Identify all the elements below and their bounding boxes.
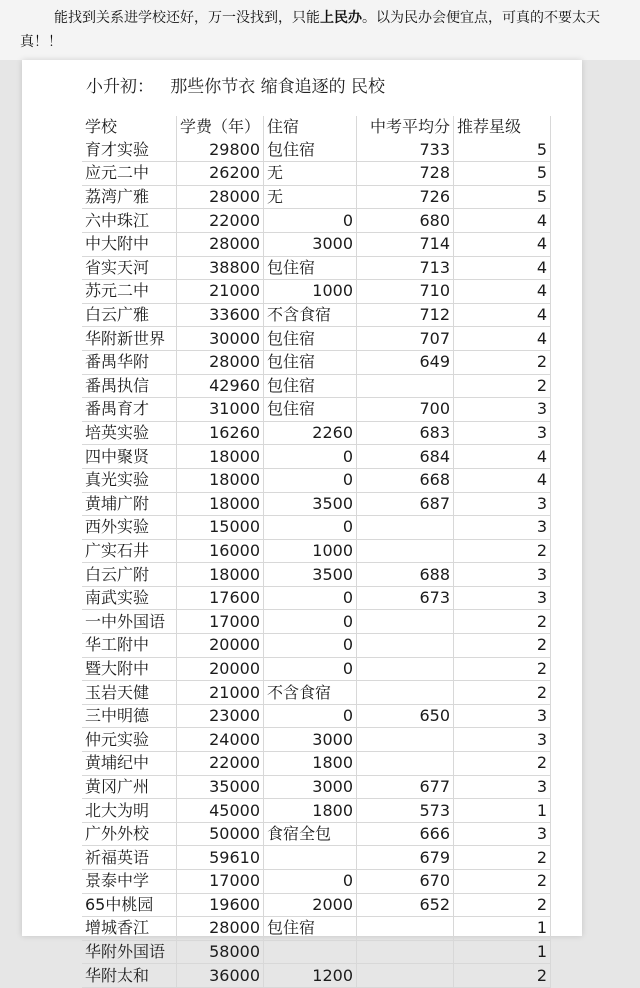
table-row [82, 657, 551, 681]
school-name-cell: 白云广雅 [82, 303, 177, 327]
boarding-cell: 0 [264, 634, 357, 658]
table-row [82, 799, 551, 823]
fee-cell: 20000 [177, 657, 264, 681]
school-name-cell: 仲元实验 [82, 728, 177, 752]
school-name-cell: 培英实验 [82, 421, 177, 445]
school-name-cell: 玉岩天健 [82, 681, 177, 705]
school-name-cell: 黄埔广附 [82, 492, 177, 516]
school-name-cell: 黄冈广州 [82, 775, 177, 799]
fee-cell: 16000 [177, 539, 264, 563]
stars-cell: 3 [454, 563, 551, 587]
school-name-cell: 65中桃园 [82, 893, 177, 917]
fee-cell: 17000 [177, 610, 264, 634]
boarding-cell: 1000 [264, 539, 357, 563]
stars-cell: 3 [454, 728, 551, 752]
boarding-cell: 0 [264, 610, 357, 634]
score-cell [357, 657, 454, 681]
score-cell [357, 681, 454, 705]
stars-cell: 4 [454, 232, 551, 256]
stars-cell: 4 [454, 209, 551, 233]
school-name-cell: 祈福英语 [82, 846, 177, 870]
stars-cell: 3 [454, 704, 551, 728]
table-row [82, 870, 551, 894]
score-cell [357, 374, 454, 398]
school-name-cell: 华附太和 [82, 964, 177, 988]
stars-cell: 4 [454, 280, 551, 304]
school-name-cell: 省实天河 [82, 256, 177, 280]
boarding-cell: 0 [264, 586, 357, 610]
table-row [82, 468, 551, 492]
score-cell: 733 [357, 139, 454, 162]
table-row [82, 327, 551, 351]
table-row [82, 586, 551, 610]
boarding-cell: 不含食宿 [264, 681, 357, 705]
school-table [82, 116, 551, 988]
score-cell: 707 [357, 327, 454, 351]
fee-cell: 50000 [177, 822, 264, 846]
school-name-cell: 暨大附中 [82, 657, 177, 681]
boarding-cell: 0 [264, 870, 357, 894]
intro-paragraph [20, 6, 630, 54]
table-row [82, 185, 551, 209]
boarding-cell: 0 [264, 209, 357, 233]
stars-cell: 3 [454, 775, 551, 799]
table-row [82, 256, 551, 280]
school-name-cell: 广实石井 [82, 539, 177, 563]
header-boarding: 住宿 [264, 116, 357, 139]
boarding-cell: 无 [264, 185, 357, 209]
stars-cell: 1 [454, 940, 551, 964]
score-cell: 684 [357, 445, 454, 469]
boarding-cell: 包住宿 [264, 350, 357, 374]
table-row [82, 162, 551, 186]
stars-cell: 2 [454, 893, 551, 917]
school-name-cell: 华附外国语 [82, 940, 177, 964]
stars-cell: 3 [454, 421, 551, 445]
school-name-cell: 六中珠江 [82, 209, 177, 233]
intro-part2: 。以为民办会便宜点，可真的不要太天真！！ [20, 10, 600, 50]
fee-cell: 42960 [177, 374, 264, 398]
stars-cell: 2 [454, 350, 551, 374]
stars-cell: 2 [454, 752, 551, 776]
score-cell: 712 [357, 303, 454, 327]
score-cell: 687 [357, 492, 454, 516]
stars-cell: 5 [454, 185, 551, 209]
score-cell: 677 [357, 775, 454, 799]
table-row [82, 917, 551, 941]
boarding-cell: 无 [264, 162, 357, 186]
stars-cell: 2 [454, 870, 551, 894]
boarding-cell: 0 [264, 468, 357, 492]
fee-cell: 59610 [177, 846, 264, 870]
stars-cell: 4 [454, 256, 551, 280]
school-name-cell: 广外外校 [82, 822, 177, 846]
table-row [82, 752, 551, 776]
boarding-cell: 0 [264, 657, 357, 681]
score-cell: 728 [357, 162, 454, 186]
table-row [82, 822, 551, 846]
fee-cell: 35000 [177, 775, 264, 799]
table-row [82, 492, 551, 516]
score-cell [357, 940, 454, 964]
boarding-cell: 0 [264, 445, 357, 469]
school-name-cell: 华工附中 [82, 634, 177, 658]
boarding-cell: 包住宿 [264, 398, 357, 422]
score-cell [357, 539, 454, 563]
table-row [82, 303, 551, 327]
fee-cell: 45000 [177, 799, 264, 823]
fee-cell: 15000 [177, 516, 264, 540]
score-cell: 679 [357, 846, 454, 870]
intro-text [0, 0, 640, 60]
school-name-cell: 南武实验 [82, 586, 177, 610]
score-cell: 683 [357, 421, 454, 445]
score-cell [357, 752, 454, 776]
boarding-cell: 包住宿 [264, 917, 357, 941]
school-name-cell: 苏元二中 [82, 280, 177, 304]
score-cell: 726 [357, 185, 454, 209]
score-cell [357, 516, 454, 540]
boarding-cell: 包住宿 [264, 374, 357, 398]
header-stars: 推荐星级 [454, 116, 551, 139]
score-cell [357, 964, 454, 988]
stars-cell: 3 [454, 586, 551, 610]
table-row [82, 610, 551, 634]
fee-cell: 29800 [177, 139, 264, 162]
fee-cell: 28000 [177, 350, 264, 374]
table-row [82, 374, 551, 398]
boarding-cell: 包住宿 [264, 256, 357, 280]
table-row [82, 350, 551, 374]
school-name-cell: 景泰中学 [82, 870, 177, 894]
fee-cell: 23000 [177, 704, 264, 728]
fee-cell: 31000 [177, 398, 264, 422]
fee-cell: 28000 [177, 232, 264, 256]
stars-cell: 2 [454, 634, 551, 658]
score-cell: 649 [357, 350, 454, 374]
fee-cell: 24000 [177, 728, 264, 752]
school-name-cell: 育才实验 [82, 139, 177, 162]
table-row [82, 232, 551, 256]
school-name-cell: 番禺执信 [82, 374, 177, 398]
fee-cell: 36000 [177, 964, 264, 988]
stars-cell: 4 [454, 303, 551, 327]
stars-cell: 3 [454, 822, 551, 846]
fee-cell: 18000 [177, 468, 264, 492]
table-row [82, 634, 551, 658]
score-cell [357, 634, 454, 658]
school-name-cell: 四中聚贤 [82, 445, 177, 469]
score-cell: 688 [357, 563, 454, 587]
fee-cell: 18000 [177, 492, 264, 516]
table-row [82, 893, 551, 917]
school-name-cell: 番禺育才 [82, 398, 177, 422]
school-name-cell: 中大附中 [82, 232, 177, 256]
stars-cell: 2 [454, 374, 551, 398]
stars-cell: 4 [454, 445, 551, 469]
table-header-row [82, 116, 551, 139]
stars-cell: 2 [454, 846, 551, 870]
boarding-cell: 3500 [264, 492, 357, 516]
fee-cell: 33600 [177, 303, 264, 327]
fee-cell: 22000 [177, 209, 264, 233]
table-row [82, 280, 551, 304]
header-school: 学校 [82, 116, 177, 139]
fee-cell: 28000 [177, 185, 264, 209]
school-name-cell: 白云广附 [82, 563, 177, 587]
score-cell: 670 [357, 870, 454, 894]
score-cell [357, 728, 454, 752]
boarding-cell: 0 [264, 516, 357, 540]
fee-cell: 21000 [177, 280, 264, 304]
fee-cell: 16260 [177, 421, 264, 445]
boarding-cell: 3000 [264, 728, 357, 752]
school-name-cell: 西外实验 [82, 516, 177, 540]
table-row [82, 421, 551, 445]
fee-cell: 19600 [177, 893, 264, 917]
school-name-cell: 黄埔纪中 [82, 752, 177, 776]
boarding-cell: 3000 [264, 232, 357, 256]
stars-cell: 1 [454, 917, 551, 941]
score-cell: 650 [357, 704, 454, 728]
boarding-cell [264, 846, 357, 870]
table-row [82, 209, 551, 233]
stars-cell: 3 [454, 398, 551, 422]
boarding-cell: 1200 [264, 964, 357, 988]
fee-cell: 18000 [177, 445, 264, 469]
stars-cell: 4 [454, 468, 551, 492]
table-row [82, 964, 551, 988]
stars-cell: 2 [454, 539, 551, 563]
boarding-cell [264, 940, 357, 964]
score-cell: 573 [357, 799, 454, 823]
stars-cell: 4 [454, 327, 551, 351]
intro-bold: 上民办 [320, 10, 362, 26]
school-name-cell: 华附新世界 [82, 327, 177, 351]
table-row [82, 681, 551, 705]
school-name-cell: 增城香江 [82, 917, 177, 941]
stars-cell: 5 [454, 139, 551, 162]
table-row [82, 539, 551, 563]
school-name-cell: 北大为明 [82, 799, 177, 823]
boarding-cell: 1800 [264, 752, 357, 776]
stars-cell: 5 [454, 162, 551, 186]
score-cell [357, 610, 454, 634]
table-row [82, 563, 551, 587]
fee-cell: 58000 [177, 940, 264, 964]
table-row [82, 775, 551, 799]
stars-cell: 2 [454, 610, 551, 634]
boarding-cell: 2260 [264, 421, 357, 445]
boarding-cell: 包住宿 [264, 327, 357, 351]
score-cell: 714 [357, 232, 454, 256]
fee-cell: 28000 [177, 917, 264, 941]
stars-cell: 1 [454, 799, 551, 823]
fee-cell: 22000 [177, 752, 264, 776]
fee-cell: 17600 [177, 586, 264, 610]
header-score: 中考平均分 [357, 116, 454, 139]
school-name-cell: 一中外国语 [82, 610, 177, 634]
stars-cell: 3 [454, 492, 551, 516]
fee-cell: 18000 [177, 563, 264, 587]
boarding-cell: 2000 [264, 893, 357, 917]
boarding-cell: 1000 [264, 280, 357, 304]
boarding-cell: 不含食宿 [264, 303, 357, 327]
boarding-cell: 包住宿 [264, 139, 357, 162]
score-cell: 666 [357, 822, 454, 846]
boarding-cell: 3000 [264, 775, 357, 799]
boarding-cell: 1800 [264, 799, 357, 823]
header-fee: 学费（年） [177, 116, 264, 139]
fee-cell: 20000 [177, 634, 264, 658]
boarding-cell: 食宿全包 [264, 822, 357, 846]
fee-cell: 21000 [177, 681, 264, 705]
stars-cell: 2 [454, 964, 551, 988]
table-row [82, 704, 551, 728]
table-row [82, 139, 551, 162]
score-cell: 680 [357, 209, 454, 233]
fee-cell: 17000 [177, 870, 264, 894]
school-name-cell: 应元二中 [82, 162, 177, 186]
table-row [82, 940, 551, 964]
boarding-cell: 3500 [264, 563, 357, 587]
fee-cell: 38800 [177, 256, 264, 280]
table-row [82, 516, 551, 540]
table-row [82, 846, 551, 870]
table-row [82, 398, 551, 422]
school-name-cell: 真光实验 [82, 468, 177, 492]
table-row [82, 445, 551, 469]
school-name-cell: 番禺华附 [82, 350, 177, 374]
score-cell: 673 [357, 586, 454, 610]
fee-cell: 30000 [177, 327, 264, 351]
score-cell: 652 [357, 893, 454, 917]
sheet-title: 小升初： 那些你节衣 缩食追逐的 民校 [86, 77, 386, 97]
stars-cell: 2 [454, 681, 551, 705]
score-cell: 713 [357, 256, 454, 280]
table-row [82, 728, 551, 752]
score-cell: 700 [357, 398, 454, 422]
school-name-cell: 三中明德 [82, 704, 177, 728]
score-cell: 710 [357, 280, 454, 304]
intro-part1: 能找到关系进学校还好，万一没找到，只能 [54, 10, 320, 26]
stars-cell: 3 [454, 516, 551, 540]
boarding-cell: 0 [264, 704, 357, 728]
score-cell [357, 917, 454, 941]
fee-cell: 26200 [177, 162, 264, 186]
score-cell: 668 [357, 468, 454, 492]
school-name-cell: 荔湾广雅 [82, 185, 177, 209]
stars-cell: 2 [454, 657, 551, 681]
